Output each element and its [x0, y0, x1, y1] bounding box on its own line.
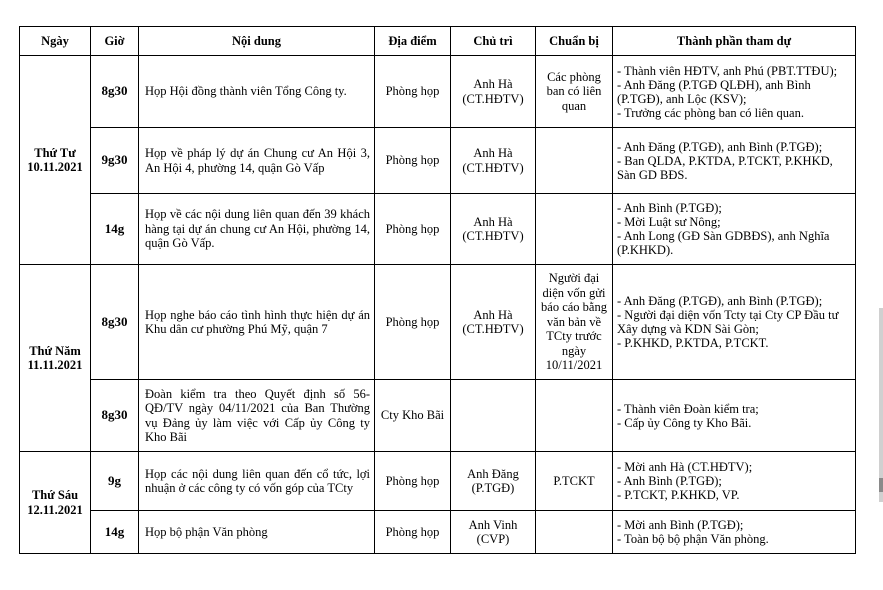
schedule-table [19, 26, 856, 554]
table-row [20, 56, 856, 128]
content-cell: Họp về các nội dung liên quan đến 39 khách hàng tại dự án chung cư An Hội, phường 14, quận Gò Vấp. [139, 194, 375, 265]
host-cell [451, 128, 536, 194]
attendee-line: - Anh Đăng (P.TGĐ), anh Bình (P.TGĐ); [617, 294, 823, 308]
attendees-cell [613, 128, 856, 194]
attendee-line: - P.TCKT, P.KHKD, VP. [617, 488, 740, 502]
attendee-line: - Ban QLDA, P.KTDA, P.TCKT, P.KHKD, Sàn GD BĐS. [617, 153, 833, 182]
day-name: Thứ Tư [34, 145, 76, 160]
attendees-cell [613, 380, 856, 452]
day-cell [20, 452, 91, 554]
content-cell: Họp bộ phận Văn phòng [139, 511, 375, 554]
place-cell: Cty Kho Bãi [375, 380, 451, 452]
attendee-line: - Anh Đăng (P.TGĐ QLĐH), anh Bình (P.TGĐ), anh Lộc (KSV); [617, 77, 811, 106]
prep-cell [536, 511, 613, 554]
host-name: Anh Hà [473, 307, 513, 322]
host-name: Anh Hà [473, 77, 513, 91]
content-cell: Đoàn kiểm tra theo Quyết định số 56-QĐ/TV ngày 04/11/2021 của Ban Thường vụ Đảng ủy làm việc với Cấp ủy Công ty Kho Bãi [139, 380, 375, 452]
header-prep: Chuẩn bị [536, 27, 613, 56]
attendees-cell [613, 452, 856, 511]
host-name: Anh Đăng [467, 466, 519, 481]
attendee-line: - Trưởng các phòng ban có liên quan. [617, 105, 804, 120]
place-cell: Phòng họp [375, 265, 451, 380]
day-name: Thứ Sáu [31, 488, 79, 502]
scrollbar-track[interactable] [879, 308, 883, 502]
host-cell [451, 511, 536, 554]
day-cell [20, 56, 91, 265]
place-cell: Phòng họp [375, 128, 451, 194]
prep-cell: Các phòng ban có liên quan [536, 56, 613, 128]
header-content: Nội dung [139, 27, 375, 56]
prep-cell [536, 380, 613, 452]
scrollbar-thumb[interactable] [879, 478, 883, 492]
attendee-line: - Thành viên Đoàn kiểm tra; [617, 401, 759, 416]
time-cell: 9g [91, 452, 139, 511]
time-cell: 9g30 [91, 128, 139, 194]
place-cell: Phòng họp [375, 194, 451, 265]
attendee-line: - Mời Luật sư Nông; [617, 215, 721, 229]
prep-cell: P.TCKT [536, 452, 613, 511]
content-cell: Họp các nội dung liên quan đến cổ tức, lợi nhuận ở các công ty có vốn góp của TCty [139, 452, 375, 511]
day-cell [20, 265, 91, 452]
attendee-line: - Mời anh Hà (CT.HĐTV); [617, 460, 753, 474]
attendee-line: - Anh Bình (P.TGĐ); [617, 201, 722, 215]
place-cell: Phòng họp [375, 452, 451, 511]
prep-cell [536, 194, 613, 265]
attendee-line: - Mời anh Bình (P.TGĐ); [617, 518, 744, 532]
host-title: (CT.HĐTV) [462, 322, 524, 336]
attendee-line: - Anh Bình (P.TGĐ); [617, 474, 722, 488]
header-place: Địa điểm [375, 27, 451, 56]
attendee-line: - Anh Đăng (P.TGĐ), anh Bình (P.TGĐ); [617, 139, 823, 154]
table-row [20, 511, 856, 554]
content-cell: Họp Hội đồng thành viên Tổng Công ty. [139, 56, 375, 128]
host-title: (CT.HĐTV) [462, 229, 524, 243]
host-name: Anh Hà [473, 214, 513, 229]
content-cell: Họp nghe báo cáo tình hình thực hiện dự án Khu dân cư phường Phú Mỹ, quận 7 [139, 265, 375, 380]
time-cell: 8g30 [91, 56, 139, 128]
attendee-line: - Toàn bộ bộ phận Văn phòng. [617, 532, 769, 546]
day-date: 11.11.2021 [27, 358, 83, 372]
host-cell [451, 56, 536, 128]
day-date: 12.11.2021 [27, 502, 83, 517]
time-cell: 14g [91, 194, 139, 265]
header-row [20, 27, 856, 56]
header-time: Giờ [91, 27, 139, 56]
host-cell [451, 380, 536, 452]
host-cell [451, 194, 536, 265]
prep-cell: Người đại diện vốn gửi báo cáo bằng văn bản về TCty trước ngày 10/11/2021 [536, 265, 613, 380]
attendees-cell [613, 265, 856, 380]
table-row [20, 265, 856, 380]
host-name: Anh Hà [473, 146, 513, 160]
attendee-line: - Thành viên HĐTV, anh Phú (PBT.TTĐU); [617, 63, 838, 78]
time-cell: 8g30 [91, 380, 139, 452]
host-title: (CVP) [476, 532, 510, 546]
attendee-line: - Cấp ủy Công ty Kho Bãi. [617, 415, 752, 430]
attendees-cell [613, 194, 856, 265]
day-date: 10.11.2021 [27, 160, 83, 174]
place-cell: Phòng họp [375, 56, 451, 128]
attendee-line: - Anh Long (GĐ Sàn GDBĐS), anh Nghĩa (P.KHKD). [617, 229, 830, 257]
header-host: Chủ trì [451, 27, 536, 56]
place-cell: Phòng họp [375, 511, 451, 554]
attendee-line: - P.KHKD, P.KTDA, P.TCKT. [617, 336, 769, 350]
host-title: (P.TGĐ) [471, 481, 515, 495]
host-name: Anh Vinh [468, 517, 518, 532]
day-name: Thứ Năm [29, 343, 81, 358]
table-row [20, 194, 856, 265]
time-cell: 8g30 [91, 265, 139, 380]
host-title: (CT.HĐTV) [462, 160, 524, 175]
host-cell [451, 452, 536, 511]
attendee-line: - Người đại diện vốn Tcty tại Cty CP Đầu tư Xây dựng và KDN Sài Gòn; [617, 308, 839, 336]
attendees-cell [613, 56, 856, 128]
time-cell: 14g [91, 511, 139, 554]
table-row [20, 128, 856, 194]
content-cell: Họp về pháp lý dự án Chung cư An Hội 3, An Hội 4, phường 14, quận Gò Vấp [139, 128, 375, 194]
host-title: (CT.HĐTV) [462, 91, 524, 106]
attendees-cell [613, 511, 856, 554]
header-day: Ngày [20, 27, 91, 56]
header-attendees: Thành phần tham dự [613, 27, 856, 56]
prep-cell [536, 128, 613, 194]
host-cell [451, 265, 536, 380]
table-row [20, 452, 856, 511]
table-row [20, 380, 856, 452]
